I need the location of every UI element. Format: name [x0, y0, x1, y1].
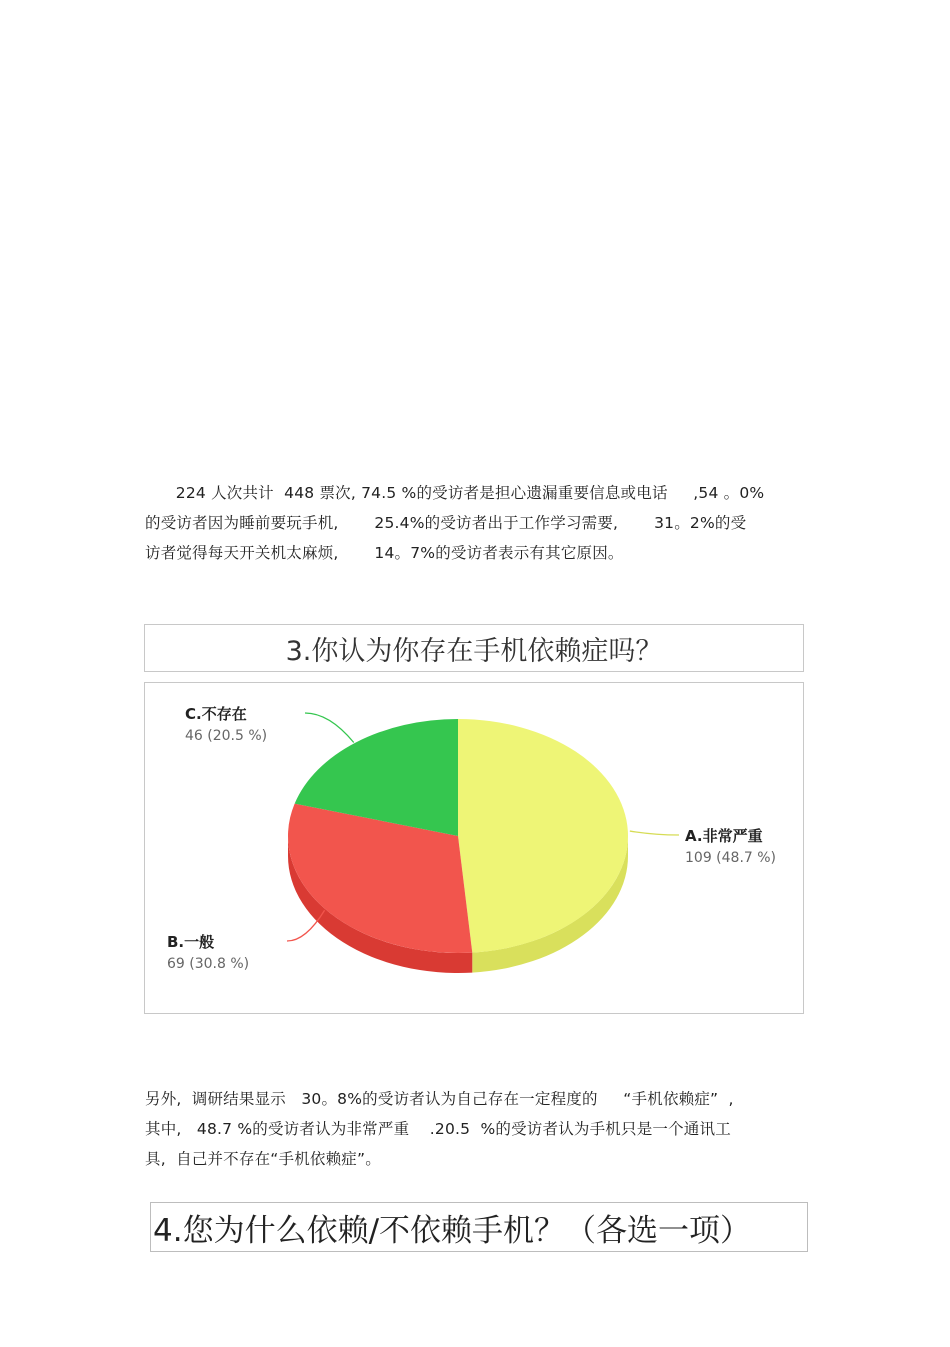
slice-label-name: A.非常严重 — [685, 827, 763, 845]
question-4-title: 4.您为什么依赖/不依赖手机？（各选一项） — [153, 1213, 752, 1249]
leader-line-0 — [630, 831, 679, 835]
paragraph-q3-summary — [145, 1084, 810, 1174]
pie-chart — [145, 683, 803, 1013]
leader-line-2 — [305, 713, 354, 743]
paragraph-q2-summary — [145, 478, 810, 568]
paragraph-line: 224 人次共计 448 票次, 74.5 %的受访者是担心遗漏重要信息或电话 ,54 。0% — [145, 484, 765, 502]
paragraph-line: 的受访者因为睡前要玩手机, 25.4%的受访者出于工作学习需要, 31。2%的受 — [145, 514, 747, 532]
slice-label-name: B.一般 — [167, 933, 215, 951]
question-3-title: 3.你认为你存在手机依赖症吗？ — [285, 636, 663, 667]
question-4-title-box — [150, 1202, 808, 1252]
slice-label-name: C.不存在 — [185, 705, 247, 723]
paragraph-line: 其中, 48.7 %的受访者认为非常严重 .20.5 %的受访者认为手机只是一个通讯工 — [145, 1120, 731, 1138]
paragraph-line: 访者觉得每天开关机太麻烦, 14。7%的受访者表示有其它原因。 — [145, 544, 624, 562]
question-3-title-box — [144, 624, 804, 672]
slice-label-value: 109 (48.7 %) — [685, 850, 777, 866]
slice-label-value: 69 (30.8 %) — [167, 956, 250, 972]
slice-label-value: 46 (20.5 %) — [185, 728, 268, 744]
paragraph-line: 具, 自己并不存在“手机依赖症”。 — [145, 1150, 381, 1168]
paragraph-line: 另外, 调研结果显示 30。8%的受访者认为自己存在一定程度的 “手机依赖症” , — [145, 1090, 734, 1108]
pie-chart-panel — [144, 682, 804, 1014]
